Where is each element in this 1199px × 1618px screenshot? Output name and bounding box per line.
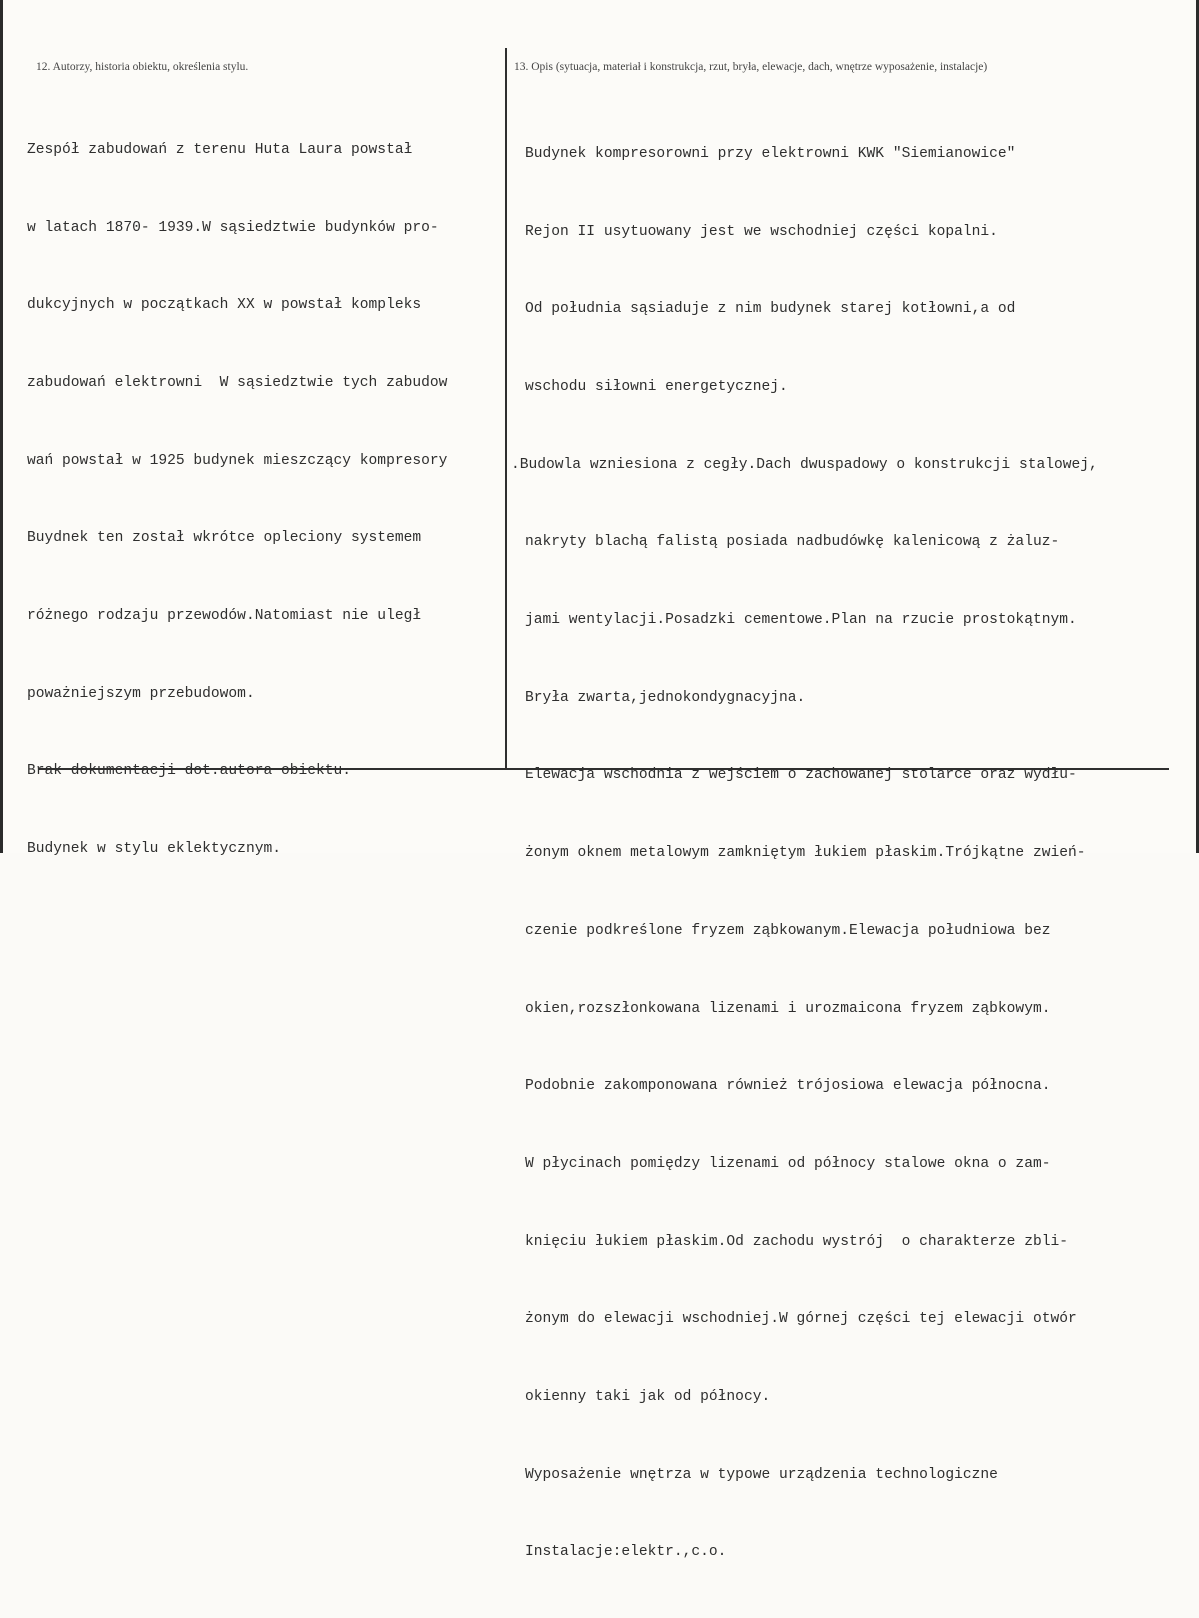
text-line: Brak dokumentacji dot.autora obiektu. [27,763,352,780]
column-divider [505,48,507,768]
text-line: Elewacja wschodnia z wejściem o zachowanej stolarce oraz wydłu- [525,767,1077,784]
text-line: Podobnie zakomponowana również trójosiowa elewacja północna. [525,1078,1051,1095]
text-line: nakryty blachą falistą posiada nadbudówkę kalenicową z żaluz- [525,534,1060,551]
text-line: wschodu siłowni energetycznej. [525,378,788,395]
text-line: knięciu łukiem płaskim.Od zachodu wystrój o charakterze zbli- [525,1233,1068,1250]
text-line: W płycinach pomiędzy lizenami od północy stalowe okna o zam- [525,1155,1051,1172]
description-text [511,90,1098,1618]
history-text [27,86,447,915]
text-line: żonym oknem metalowym zamkniętym łukiem płaskim.Trójkątne zwień- [525,845,1086,862]
text-line: zabudowań elektrowni W sąsiedztwie tych zabudow [27,374,448,391]
text-line: Wyposażenie wnętrza w typowe urządzenia technologiczne [525,1466,998,1483]
text-line: żonym do elewacji wschodniej.W górnej części tej elewacji otwór [525,1311,1077,1328]
text-line: okien,rozszłonkowana lizenami i urozmaicona fryzem ząbkowym. [525,1000,1051,1017]
text-line: Od południa sąsiaduje z nim budynek starej kotłowni,a od [525,301,1016,318]
text-line: poważniejszym przebudowom. [27,685,255,702]
text-line: różnego rodzaju przewodów.Natomiast nie uległ [27,608,422,625]
text-line: Zespół zabudowań z terenu Huta Laura powstał [27,141,413,158]
text-line: Budynek w stylu eklektycznym. [27,841,281,858]
text-line: jami wentylacji.Posadzki cementowe.Plan na rzucie prostokątnym. [525,612,1077,629]
section-12-header: 12. Autorzy, historia obiektu, określenia stylu. [36,61,249,73]
text-line: Buydnek ten został wkrótce opleciony systemem [27,530,422,547]
text-line: wań powstał w 1925 budynek mieszczący kompresory [27,452,448,469]
text-line: okienny taki jak od północy. [525,1389,771,1406]
text-line: dukcyjnych w początkach XX w powstał kompleks [27,297,422,314]
text-line: w latach 1870- 1939.W sąsiedztwie budynków pro- [27,219,439,236]
text-line: .Budowla wzniesiona z cegły.Dach dwuspadowy o konstrukcji stalowej, [511,456,1098,473]
text-line: Instalacje:elektr.,c.o. [525,1544,727,1561]
text-line: Budynek kompresorowni przy elektrowni KWK "Siemianowice" [525,145,1016,162]
section-13-header: 13. Opis (sytuacja, materiał i konstrukcja, rzut, bryła, elewacje, dach, wnętrze wyposażenie, instalacje) [514,61,988,73]
text-line: Bryła zwarta,jednokondygnacyjna. [525,689,806,706]
text-line: Rejon II usytuowany jest we wschodniej części kopalni. [525,223,998,240]
text-line: czenie podkreślone fryzem ząbkowanym.Elewacja południowa bez [525,922,1051,939]
